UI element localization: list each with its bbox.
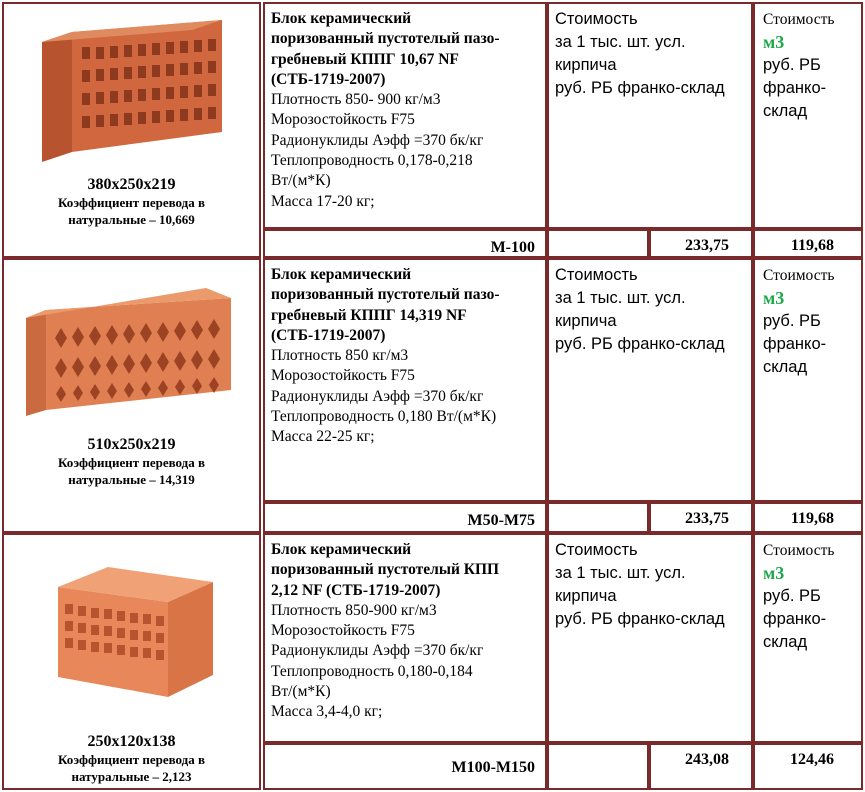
cost-thousand-header xyxy=(547,2,753,229)
product-property: Морозостойкость F75 xyxy=(271,111,415,129)
product-title-line: гребневый КППГ 14,319 NF xyxy=(271,306,467,324)
price-m3-cell: 124,46 xyxy=(753,743,863,790)
product-dimensions-caption xyxy=(4,176,259,228)
coef-line-2: натуральные – 2,123 xyxy=(71,769,192,784)
product-title-line: Блок керамический xyxy=(271,266,412,283)
product-property: Вт/(м*К) xyxy=(271,683,331,701)
empty-cell xyxy=(547,229,649,258)
coef-line-2: натуральные – 10,669 xyxy=(68,212,195,227)
cost-header-line: склад xyxy=(763,102,808,120)
empty-cell xyxy=(547,743,649,790)
cost-m3-unit: м3 xyxy=(763,32,785,52)
brick-block-image xyxy=(32,12,232,172)
grade-cell: М-100 xyxy=(263,229,547,258)
cost-header-line: руб. РБ франко-склад xyxy=(555,335,725,353)
cost-header-line: руб. РБ франко-склад xyxy=(555,79,725,97)
product-property: Теплопроводность 0,180-0,184 xyxy=(271,662,473,680)
grade-cell: М50-М75 xyxy=(263,502,547,533)
cost-header-line: Стоимость xyxy=(555,10,638,28)
cost-m3-unit: м3 xyxy=(763,563,785,583)
product-title-line: поризованный пустотелый пазо- xyxy=(271,30,500,48)
cost-thousand-header xyxy=(547,258,753,502)
price-thousand-cell: 243,08 xyxy=(649,743,753,790)
product-description xyxy=(263,2,547,229)
cost-header-line: франко- xyxy=(763,610,827,628)
product-property: Масса 22-25 кг; xyxy=(271,428,375,446)
price-thousand-cell: 233,75 xyxy=(649,229,753,258)
cost-header-line: за 1 тыс. шт. усл. xyxy=(555,564,686,582)
cost-m3-header xyxy=(753,2,863,229)
empty-cell xyxy=(547,502,649,533)
price-m3-cell: 119,68 xyxy=(753,502,863,533)
brick-block-image xyxy=(16,270,246,420)
product-title-line: 2,12 NF (СТБ-1719-2007) xyxy=(271,581,441,599)
product-property: Радионуклиды Аэфф =370 бк/кг xyxy=(271,642,484,660)
cost-header-line: франко- xyxy=(763,335,827,353)
product-title-line: Блок керамический xyxy=(271,10,412,27)
cost-header-line: за 1 тыс. шт. усл. xyxy=(555,289,686,307)
product-property: Масса 17-20 кг; xyxy=(271,192,375,210)
product-title-line: гребневый КППГ 10,67 NF xyxy=(271,50,459,68)
cost-header-line: кирпича xyxy=(555,56,617,74)
cost-header-line: руб. РБ xyxy=(763,56,821,74)
cost-header-line: франко- xyxy=(763,79,827,97)
product-property: Морозостойкость F75 xyxy=(271,622,415,640)
coef-line-1: Коэффициент перевода в xyxy=(58,195,205,210)
product-property: Плотность 850- 900 кг/м3 xyxy=(271,91,441,109)
product-title-line: (СТБ-1719-2007) xyxy=(271,326,386,344)
product-property: Плотность 850-900 кг/м3 xyxy=(271,601,437,619)
cost-thousand-header xyxy=(547,533,753,743)
grade-cell: М100-М150 xyxy=(263,743,547,790)
product-size: 510х250х219 xyxy=(87,436,176,453)
cost-header-line: склад xyxy=(763,358,808,376)
product-dimensions-caption xyxy=(4,733,259,785)
cost-m3-label: Стоимость xyxy=(763,11,835,28)
coef-line-1: Коэффициент перевода в xyxy=(58,455,205,470)
cost-header-line: руб. РБ xyxy=(763,312,821,330)
product-title-line: Блок керамический xyxy=(271,541,412,558)
cost-header-line: за 1 тыс. шт. усл. xyxy=(555,33,686,51)
product-size: 380х250х219 xyxy=(87,176,176,193)
price-thousand-cell: 233,75 xyxy=(649,502,753,533)
cost-header-line: руб. РБ франко-склад xyxy=(555,610,725,628)
cost-m3-label: Стоимость xyxy=(763,267,835,284)
product-property: Вт/(м*К) xyxy=(271,172,331,190)
brick-block-image xyxy=(38,547,228,707)
price-m3-cell: 119,68 xyxy=(753,229,863,258)
cost-header-line: руб. РБ xyxy=(763,587,821,605)
product-description xyxy=(263,258,547,502)
cost-m3-label: Стоимость xyxy=(763,542,835,559)
product-property: Морозостойкость F75 xyxy=(271,367,415,385)
product-image-cell xyxy=(2,2,261,258)
product-property: Теплопроводность 0,180 Вт/(м*К) xyxy=(271,408,497,426)
product-image-cell xyxy=(2,258,261,533)
product-title-line: поризованный пустотелый пазо- xyxy=(271,286,500,304)
product-property: Теплопроводность 0,178-0,218 xyxy=(271,152,473,170)
product-property: Плотность 850 кг/м3 xyxy=(271,347,409,365)
product-property: Радионуклиды Аэфф =370 бк/кг xyxy=(271,387,484,405)
coef-line-2: натуральные – 14,319 xyxy=(68,472,195,487)
product-image-cell xyxy=(2,533,261,790)
product-title-line: (СТБ-1719-2007) xyxy=(271,70,386,88)
cost-header-line: Стоимость xyxy=(555,541,638,559)
product-property: Радионуклиды Аэфф =370 бк/кг xyxy=(271,131,484,149)
product-title-line: поризованный пустотелый КПП xyxy=(271,561,500,579)
cost-header-line: Стоимость xyxy=(555,266,638,284)
cost-m3-header xyxy=(753,533,863,743)
cost-header-line: кирпича xyxy=(555,587,617,605)
product-size: 250х120х138 xyxy=(87,733,176,750)
cost-header-line: склад xyxy=(763,633,808,651)
product-property: Масса 3,4-4,0 кг; xyxy=(271,703,383,721)
product-description xyxy=(263,533,547,743)
cost-m3-header xyxy=(753,258,863,502)
product-dimensions-caption xyxy=(4,436,259,488)
cost-header-line: кирпича xyxy=(555,312,617,330)
coef-line-1: Коэффициент перевода в xyxy=(58,752,205,767)
cost-m3-unit: м3 xyxy=(763,288,785,308)
